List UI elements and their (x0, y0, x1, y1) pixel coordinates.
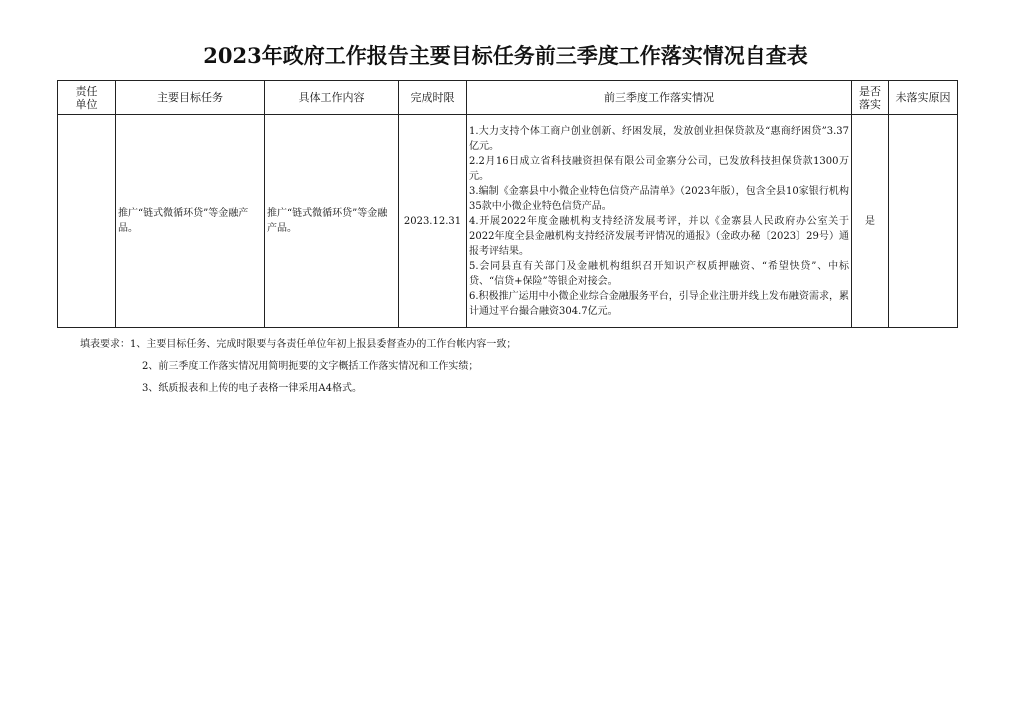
note-line-2 (80, 356, 516, 378)
table-header-row (58, 81, 958, 115)
note-item: 1、主要目标任务、完成时限要与各责任单位年初上报县委督查办的工作台帐内容一致； (130, 339, 517, 350)
header-content: 具体工作内容 (265, 81, 399, 115)
progress-item: 1.大力支持个体工商户创业创新、纾困发展，发放创业担保贷款及“惠商纾困贷”3.37 亿元。 (469, 125, 849, 152)
progress-item: 5.会同县直有关部门及金融机构组织召开知识产权质押融资、“希望快贷”、中标贷、“信贷+保险”等银企对接会。 (469, 260, 849, 287)
cell-unit (58, 115, 116, 328)
notes-prefix: 填表要求： (80, 339, 130, 350)
cell-content: 推广“链式微循环贷”等金融产品。 (265, 115, 399, 328)
header-unit: 责任 单位 (58, 81, 116, 115)
header-reason: 未落实原因 (889, 81, 958, 115)
cell-progress (467, 115, 852, 328)
cell-implemented: 是 (852, 115, 889, 328)
header-task: 主要目标任务 (116, 81, 265, 115)
note-line-1 (80, 334, 516, 356)
cell-task: 推广“链式微循环贷”等金融产品。 (116, 115, 265, 328)
self-check-table (57, 80, 958, 328)
progress-item: 6.积极推广运用中小微企业综合金融服务平台，引导企业注册并线上发布融资需求，累计通过平台撮合融资304.7亿元。 (469, 290, 849, 317)
note-line-3 (80, 378, 516, 400)
header-deadline: 完成时限 (399, 81, 467, 115)
progress-item: 3.编制《金寨县中小微企业特色信贷产品清单》（2023年版），包含全县10家银行机构35款中小微企业特色信贷产品。 (469, 185, 849, 212)
table-row (58, 115, 958, 328)
header-implemented: 是否 落实 (852, 81, 889, 115)
cell-reason (889, 115, 958, 328)
note-item: 2、前三季度工作落实情况用简明扼要的文字概括工作落实情况和工作实绩； (142, 361, 479, 372)
filling-requirements (80, 334, 516, 400)
header-progress: 前三季度工作落实情况 (467, 81, 852, 115)
page-title: 2023年政府工作报告主要目标任务前三季度工作落实情况自查表 (203, 43, 808, 68)
note-item: 3、纸质报表和上传的电子表格一律采用A4格式。 (142, 383, 362, 394)
progress-item: 2.2月16日成立省科技融资担保有限公司金寨分公司，已发放科技担保贷款1300万元。 (469, 155, 849, 182)
cell-deadline: 2023.12.31 (399, 115, 467, 328)
progress-item: 4.开展2022年度金融机构支持经济发展考评，并以《金寨县人民政府办公室关于2022年度全县金融机构支持经济发展考评情况的通报》（金政办秘〔2023〕29号）通报考评结果。 (469, 215, 849, 257)
